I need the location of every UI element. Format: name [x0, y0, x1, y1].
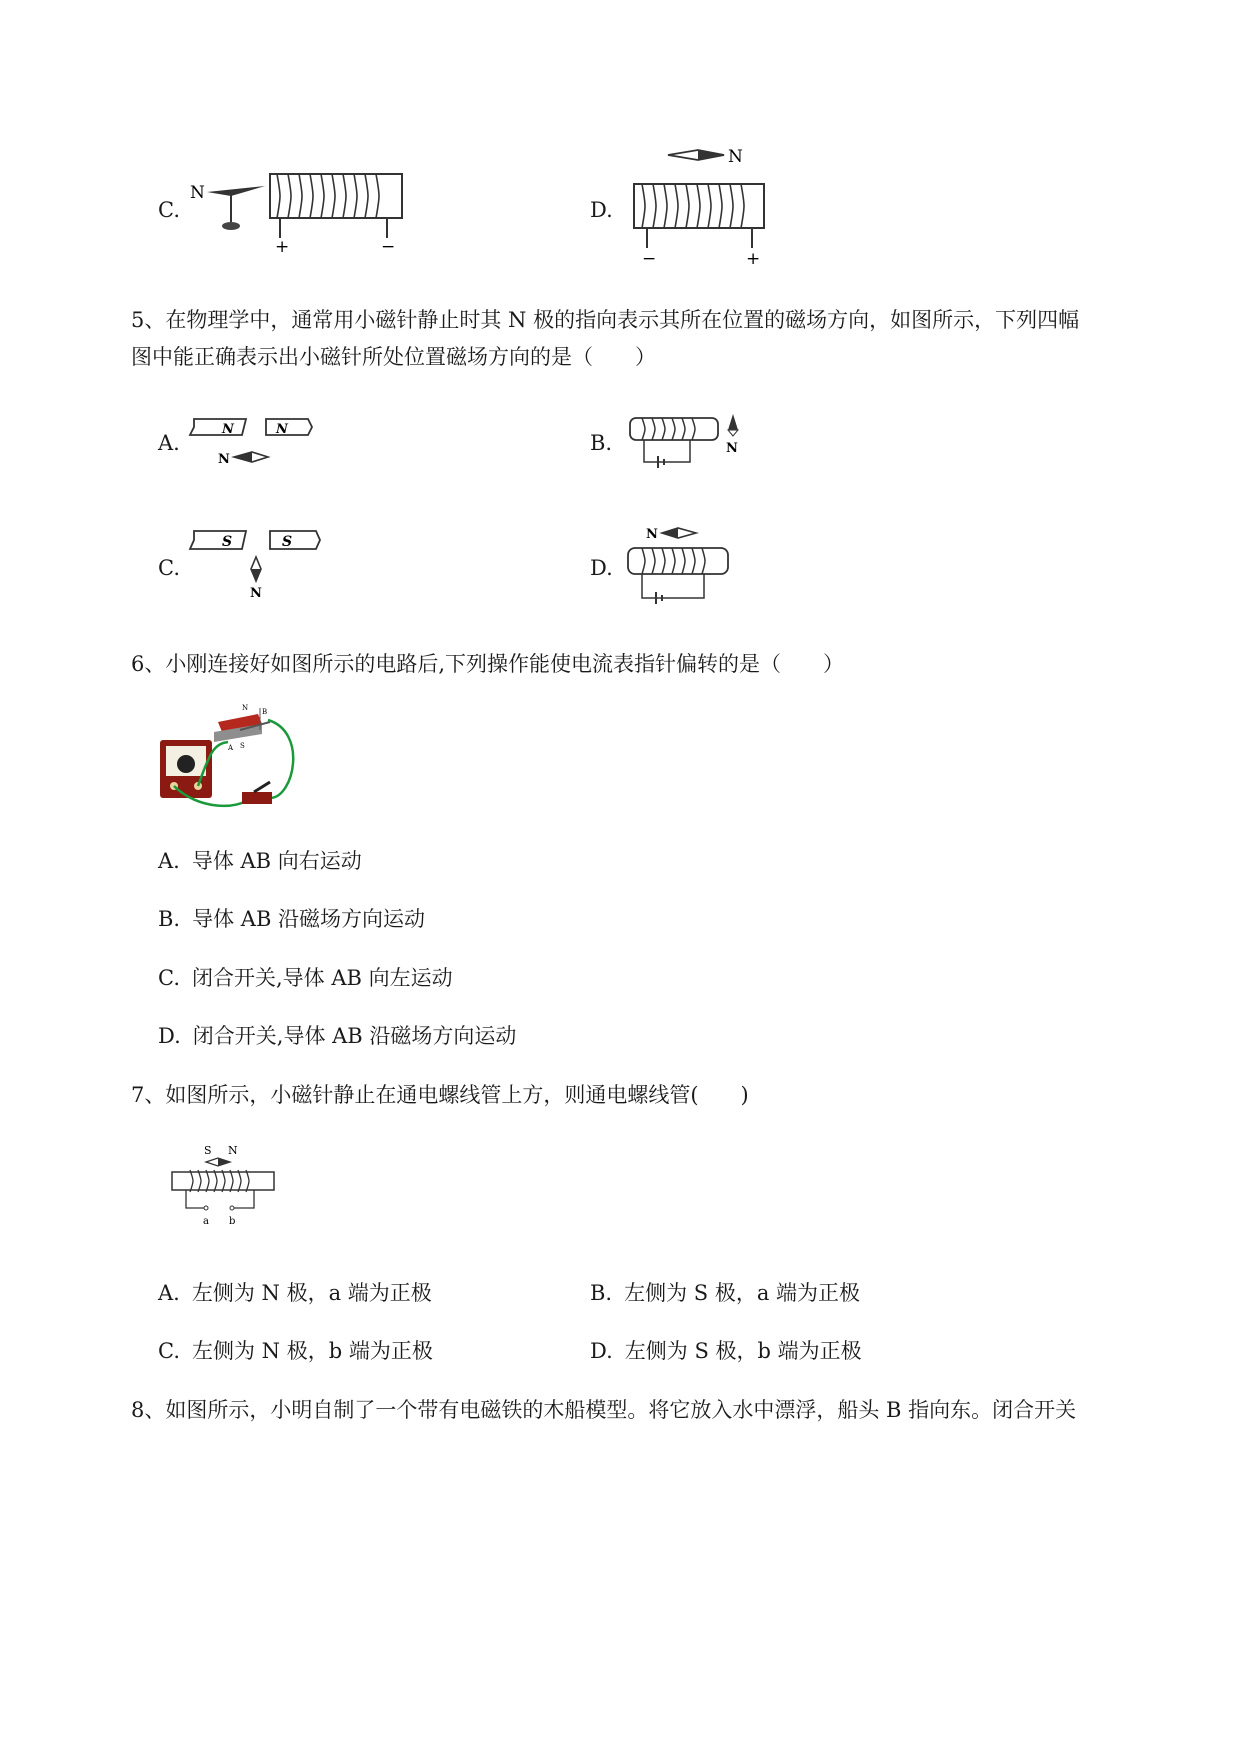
q7-solenoid-figure: [168, 1140, 283, 1232]
svg-text:N: N: [646, 527, 658, 542]
q5-option-b-figure: [620, 410, 745, 472]
switch-icon: [242, 792, 272, 804]
q4-option-d-figure: [620, 140, 790, 270]
q5-stem-line2: 图中能正确表示出小磁针所处位置磁场方向的是（ ）: [131, 345, 656, 369]
svg-text:N: N: [228, 1144, 238, 1157]
svg-text:S: S: [282, 534, 293, 550]
q5-option-d-figure: [618, 520, 743, 610]
q5-option-b-letter: B.: [590, 431, 613, 455]
bar-magnet-left: [190, 419, 246, 435]
svg-text:−: −: [381, 237, 396, 257]
svg-text:N: N: [726, 441, 738, 456]
q7-option-d: D. 左侧为 S 极，b 端为正极: [590, 1339, 862, 1363]
bar-magnet-right: [270, 531, 320, 549]
bar-magnet-right: [266, 419, 312, 435]
svg-text:−: −: [642, 249, 657, 269]
q5-option-c-figure: [188, 525, 328, 605]
q5-stem-line1: 5、在物理学中，通常用小磁针静止时其 N 极的指向表示其所在位置的磁场方向，如图所示，下列四幅: [131, 308, 1080, 332]
q5-option-a-figure: [188, 415, 318, 470]
needle-pole-label: N: [190, 183, 205, 203]
svg-text:N: N: [276, 422, 288, 437]
solenoid-coil-icon: [190, 1170, 249, 1192]
svg-text:B: B: [262, 708, 268, 716]
q8-stem-line1: 8、如图所示，小明自制了一个带有电磁铁的木船模型。将它放入水中漂浮，船头 B 指向东。闭合开关: [131, 1398, 1077, 1422]
q7-option-a: A. 左侧为 N 极，a 端为正极: [158, 1281, 432, 1305]
q5-option-c-letter: C.: [158, 556, 180, 580]
svg-text:A: A: [228, 744, 234, 752]
compass-needle-icon: [207, 186, 265, 196]
svg-text:N: N: [222, 422, 234, 437]
q5-option-a-letter: A.: [158, 431, 180, 455]
q6-option-a: A. 导体 AB 向右运动: [158, 849, 362, 873]
svg-text:N: N: [242, 704, 249, 712]
needle-pole-label: N: [728, 147, 743, 167]
q4-option-c-figure: [185, 160, 415, 260]
q6-option-d: D. 闭合开关,导体 AB 沿磁场方向运动: [158, 1024, 517, 1048]
svg-text:b: b: [229, 1216, 236, 1227]
q5-option-d-letter: D.: [590, 556, 613, 580]
bar-magnet-left: [190, 531, 246, 549]
q6-option-b: B. 导体 AB 沿磁场方向运动: [158, 907, 426, 931]
q6-circuit-figure: [158, 702, 303, 817]
svg-text:+: +: [275, 237, 290, 257]
svg-text:a: a: [203, 1216, 209, 1227]
solenoid-coil-icon: [642, 184, 744, 228]
q7-option-b: B. 左侧为 S 极，a 端为正极: [590, 1281, 861, 1305]
svg-text:S: S: [204, 1144, 212, 1157]
svg-text:S: S: [222, 534, 233, 550]
svg-text:+: +: [746, 249, 761, 269]
solenoid-coil-icon: [642, 418, 695, 440]
q4-option-c-letter: C.: [158, 198, 180, 222]
q7-option-c: C. 左侧为 N 极，b 端为正极: [158, 1339, 433, 1363]
solenoid-coil-icon: [642, 548, 705, 574]
svg-text:N: N: [218, 452, 230, 467]
q6-stem: 6、小刚连接好如图所示的电路后,下列操作能使电流表指针偏转的是（ ）: [131, 652, 845, 676]
solenoid-coil-icon: [277, 174, 379, 218]
svg-text:S: S: [240, 742, 245, 750]
q7-stem: 7、如图所示，小磁针静止在通电螺线管上方，则通电螺线管( ): [131, 1083, 749, 1107]
q4-option-d-letter: D.: [590, 198, 613, 222]
q6-option-c: C. 闭合开关,导体 AB 向左运动: [158, 966, 453, 990]
svg-text:N: N: [250, 586, 262, 601]
